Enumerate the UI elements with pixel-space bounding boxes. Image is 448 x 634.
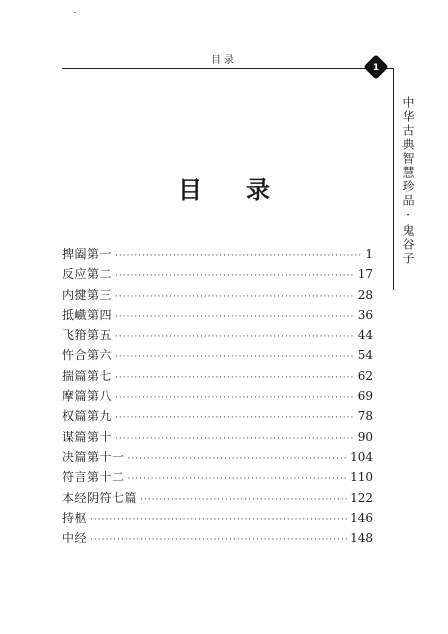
toc-entry[interactable] (62, 447, 373, 467)
toc-entry[interactable] (62, 406, 373, 426)
toc-entry-title: 揣篇第七 (62, 368, 113, 383)
toc-entry-page: 69 (357, 389, 373, 404)
toc-entry-title: 本经阴符七篇 (62, 490, 138, 505)
toc-entry-title: 决篇第十一 (62, 449, 125, 464)
toc-dot-leader (115, 287, 355, 307)
toc-entry-page: 36 (357, 307, 373, 322)
toc-dot-leader (90, 530, 347, 550)
page-title: 目录 (178, 175, 314, 204)
toc-entry-title: 符言第十二 (62, 470, 125, 485)
toc-entry[interactable] (62, 305, 373, 325)
toc-entry-title: 内揵第三 (62, 287, 113, 302)
toc-entry[interactable] (62, 244, 373, 264)
toc-entry-title: 权篇第九 (62, 409, 113, 424)
series-title: 中华古典智慧珍品·鬼谷子 (401, 96, 415, 266)
header-rule (62, 68, 367, 69)
toc-dot-leader (140, 490, 347, 510)
toc-entry[interactable] (62, 488, 373, 508)
toc-dot-leader (115, 388, 355, 408)
toc-entry-title: 谋篇第十 (62, 429, 113, 444)
toc-dot-leader (128, 449, 348, 469)
toc-entry-title: 捭阖第一 (62, 247, 113, 261)
toc-dot-leader (115, 246, 362, 266)
toc-entry[interactable] (62, 528, 373, 548)
toc-entry-title: 反应第二 (62, 267, 113, 282)
toc-entry-title: 摩篇第八 (62, 389, 113, 404)
toc-entry-page: 28 (357, 287, 373, 302)
toc-entry[interactable] (62, 427, 373, 447)
toc-entry[interactable] (62, 366, 373, 386)
toc-dot-leader (115, 408, 355, 428)
scan-speck (74, 12, 76, 13)
toc-entry[interactable] (62, 264, 373, 284)
toc-entry-title: 飞箝第五 (62, 328, 113, 343)
toc-entry-page: 148 (350, 531, 373, 546)
toc-entry[interactable] (62, 508, 373, 528)
toc-entry-page: 1 (365, 247, 373, 261)
running-head: 目录 (211, 55, 237, 66)
toc-dot-leader (115, 327, 355, 347)
toc-entry-page: 146 (350, 510, 373, 525)
table-of-contents (62, 244, 373, 548)
toc-entry-title: 忤合第六 (62, 348, 113, 363)
toc-entry-title: 持枢 (62, 510, 88, 525)
toc-entry-page: 90 (357, 429, 373, 444)
toc-entry[interactable] (62, 325, 373, 345)
toc-entry-page: 17 (357, 267, 373, 282)
toc-dot-leader (115, 266, 355, 286)
toc-entry[interactable] (62, 345, 373, 365)
toc-entry-page: 122 (350, 490, 373, 505)
toc-entry-page: 110 (350, 470, 373, 485)
toc-entry[interactable] (62, 467, 373, 487)
toc-entry-title: 抵巇第四 (62, 307, 113, 322)
toc-entry-page: 62 (357, 368, 373, 383)
toc-dot-leader (115, 307, 355, 327)
toc-entry-page: 78 (357, 409, 373, 424)
toc-dot-leader (90, 510, 347, 530)
toc-dot-leader (115, 429, 355, 449)
toc-dot-leader (115, 368, 355, 388)
toc-entry[interactable] (62, 285, 373, 305)
toc-entry[interactable] (62, 386, 373, 406)
toc-entry-title: 中经 (62, 531, 88, 546)
toc-dot-leader (115, 347, 355, 367)
page-marker-number: 1 (372, 63, 380, 73)
toc-entry-page: 44 (357, 328, 373, 343)
toc-entry-page: 54 (357, 348, 373, 363)
toc-dot-leader (128, 469, 348, 489)
toc-entry-page: 104 (350, 449, 373, 464)
